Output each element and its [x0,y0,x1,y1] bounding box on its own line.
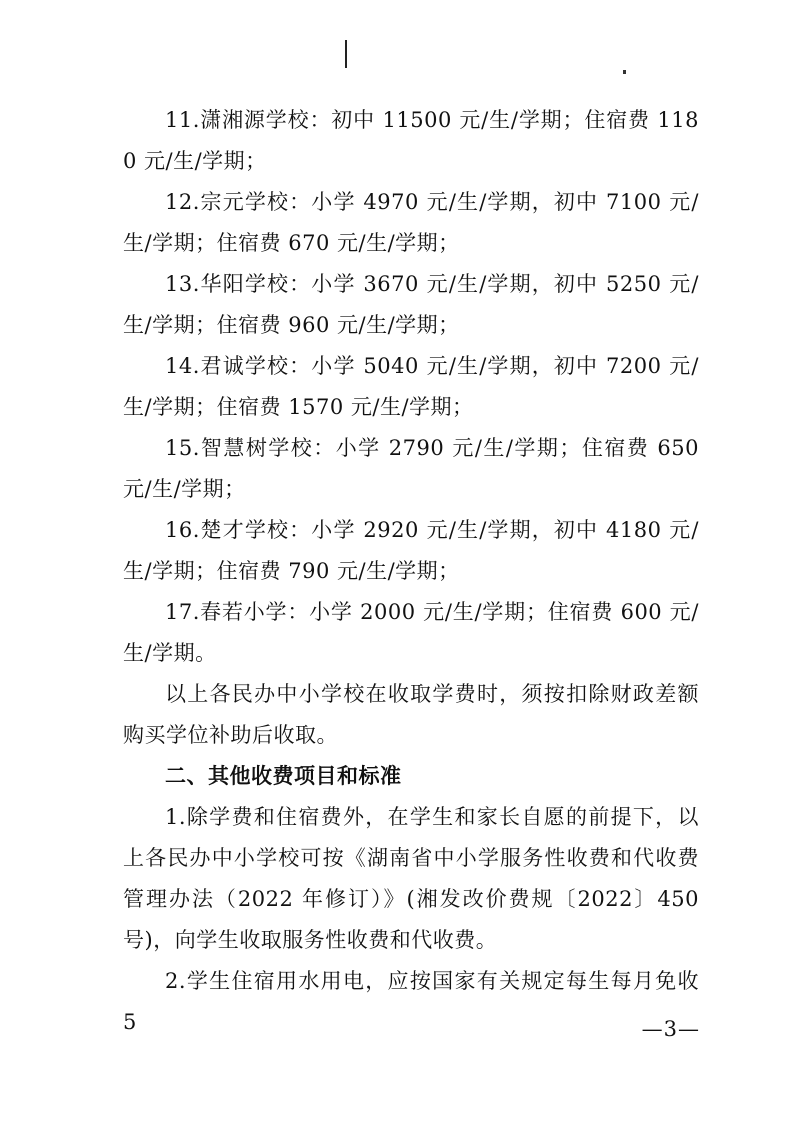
fee-item-15: 15.智慧树学校：小学 2790 元/生/学期；住宿费 650 元/生/学期； [123,436,699,501]
fee-item-17: 17.春若小学：小学 2000 元/生/学期；住宿费 600 元/生/学期。 [123,600,699,665]
section-item-1: 1.除学费和住宿费外，在学生和家长自愿的前提下，以上各民办中小学校可按《湖南省中小学服务性收费和代收费管理办法（2022 年修订）》(湘发改价费规〔2022〕450 号)，向学生收取服务性收费和代收费。 [123,805,699,952]
fee-item-12: 12.宗元学校：小学 4970 元/生/学期，初中 7100 元/生/学期；住宿费 670 元/生/学期； [123,190,699,255]
fee-item-13: 13.华阳学校：小学 3670 元/生/学期，初中 5250 元/生/学期；住宿费 960 元/生/学期； [123,272,699,337]
section-item-2: 2.学生住宿用水用电，应按国家有关规定每生每月免收 5 [123,969,699,1034]
scan-speck [623,70,626,74]
fee-note: 以上各民办中小学校在收取学费时，须按扣除财政差额购买学位补助后收取。 [123,682,699,747]
fee-item-14: 14.君诚学校：小学 5040 元/生/学期，初中 7200 元/生/学期；住宿费 1570 元/生/学期； [123,354,699,419]
fee-item-11: 11.潇湘源学校：初中 11500 元/生/学期；住宿费 1180 元/生/学期； [123,108,699,173]
section-heading: 二、其他收费项目和标准 [165,764,402,788]
document-body [123,100,699,1043]
fee-item-16: 16.楚才学校：小学 2920 元/生/学期，初中 4180 元/生/学期；住宿费 790 元/生/学期； [123,518,699,583]
binding-mark [345,40,347,68]
page-number: —3— [641,1017,700,1041]
